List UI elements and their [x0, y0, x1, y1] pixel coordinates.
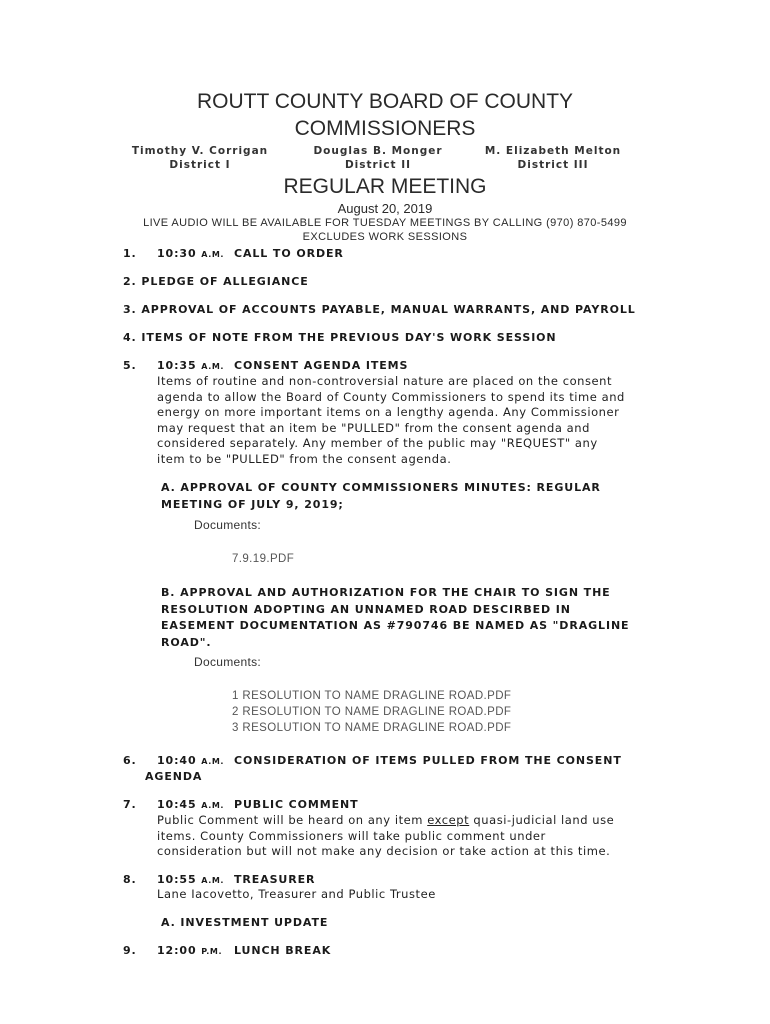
- item-title: LUNCH BREAK: [234, 944, 332, 957]
- meeting-type: REGULAR MEETING: [283, 175, 487, 198]
- item-time: [157, 944, 222, 957]
- audio-note-2: EXCLUDES WORK SESSIONS: [302, 231, 468, 243]
- documents-label: Documents:: [194, 655, 262, 669]
- item-title: PUBLIC COMMENT: [234, 798, 359, 811]
- item-title: CONSENT AGENDA ITEMS: [234, 359, 409, 372]
- item-title: TREASURER: [234, 873, 316, 886]
- agenda-item-8: [123, 873, 316, 886]
- commissioner-3: [453, 144, 653, 172]
- board-title-line1: ROUTT COUNTY BOARD OF COUNTY: [196, 90, 574, 113]
- item-number: 1.: [123, 247, 137, 260]
- commissioner-district: District III: [517, 159, 589, 171]
- agenda-item-1: [123, 247, 344, 260]
- item-number: 5.: [123, 359, 137, 372]
- item-time: [157, 359, 224, 372]
- item-time: [157, 754, 224, 767]
- agenda-item-4: 4. ITEMS OF NOTE FROM THE PREVIOUS DAY'S WORK SESSION: [123, 331, 557, 344]
- commissioner-district: District II: [344, 159, 412, 171]
- time-value: 10:45: [157, 798, 197, 811]
- item-number: 7.: [123, 798, 137, 811]
- consent-item-b-title: B. APPROVAL AND AUTHORIZATION FOR THE CHAIR TO SIGN THE RESOLUTION ADOPTING AN UNNAMED ROAD DESCIRBED IN EASEMENT DOCUMENTATION AS #790746 BE NAMED AS "DRAGLINE ROAD".: [161, 586, 630, 649]
- time-value: 10:30: [157, 247, 197, 260]
- time-ampm: A.M.: [201, 876, 225, 885]
- agenda-item-9: [123, 944, 332, 957]
- meeting-date: August 20, 2019: [337, 201, 433, 216]
- item-title: CONSIDERATION OF ITEMS PULLED FROM THE CONSENT: [234, 754, 622, 767]
- agenda-item-5: [123, 359, 409, 372]
- item-time: [157, 873, 224, 886]
- time-value: 10:40: [157, 754, 197, 767]
- agenda-item-2: 2. PLEDGE OF ALLEGIANCE: [123, 275, 309, 288]
- consent-description: Items of routine and non-controversial nature are placed on the consent agenda to allow the Board of County Commissioners to spend its time and energy on more important items on a lengthy agenda. Any Commissioner may request that an item be "PULLED" from the consent agenda and considered separately. Any member of the public may "REQUEST" any item to be "PULLED" from the consent agenda.: [157, 374, 625, 466]
- document-link[interactable]: 1 RESOLUTION TO NAME DRAGLINE ROAD.PDF: [232, 690, 512, 702]
- time-value: 10:35: [157, 359, 197, 372]
- document-link[interactable]: 3 RESOLUTION TO NAME DRAGLINE ROAD.PDF: [232, 722, 512, 734]
- desc-text: Public Comment will be heard on any item: [157, 813, 428, 827]
- commissioner-name: Timothy V. Corrigan: [131, 145, 269, 157]
- item-time: [157, 247, 224, 260]
- public-comment-description: [157, 813, 627, 860]
- commissioner-1: [100, 144, 300, 172]
- time-ampm: P.M.: [201, 947, 223, 956]
- item-number: 8.: [123, 873, 137, 886]
- desc-text: quasi-judicial land use items. County Commissioners will take public comment under consideration but will not make any decision or take action at this time.: [157, 813, 615, 858]
- time-ampm: A.M.: [201, 757, 225, 766]
- consent-item-a-title: A. APPROVAL OF COUNTY COMMISSIONERS MINUTES: REGULAR MEETING OF JULY 9, 2019;: [161, 481, 601, 511]
- document-link[interactable]: 2 RESOLUTION TO NAME DRAGLINE ROAD.PDF: [232, 706, 512, 718]
- item-time: [157, 798, 224, 811]
- time-ampm: A.M.: [201, 801, 225, 810]
- agenda-item-7: [123, 798, 359, 811]
- commissioner-name: M. Elizabeth Melton: [484, 145, 622, 157]
- time-value: 12:00: [157, 944, 197, 957]
- documents-label: Documents:: [194, 518, 262, 532]
- treasurer-description: Lane Iacovetto, Treasurer and Public Trustee: [157, 887, 436, 901]
- time-value: 10:55: [157, 873, 197, 886]
- time-ampm: A.M.: [201, 250, 225, 259]
- item-title: CALL TO ORDER: [234, 247, 344, 260]
- document-link[interactable]: 7.9.19.PDF: [232, 553, 295, 565]
- treasurer-item-a-title: A. INVESTMENT UPDATE: [161, 916, 329, 929]
- commissioner-name: Douglas B. Monger: [313, 145, 443, 157]
- time-ampm: A.M.: [201, 362, 225, 371]
- agenda-item-6: [123, 754, 622, 767]
- item-title-continued: AGENDA: [145, 770, 203, 783]
- board-title-line2: COMMISSIONERS: [294, 117, 476, 140]
- agenda-item-3: 3. APPROVAL OF ACCOUNTS PAYABLE, MANUAL WARRANTS, AND PAYROLL: [123, 303, 636, 316]
- commissioner-district: District I: [169, 159, 231, 171]
- desc-emphasis: except: [427, 813, 470, 827]
- audio-note: LIVE AUDIO WILL BE AVAILABLE FOR TUESDAY MEETINGS BY CALLING (970) 870-5499: [143, 217, 627, 229]
- item-number: 9.: [123, 944, 137, 957]
- commissioner-2: [278, 144, 478, 172]
- item-number: 6.: [123, 754, 137, 767]
